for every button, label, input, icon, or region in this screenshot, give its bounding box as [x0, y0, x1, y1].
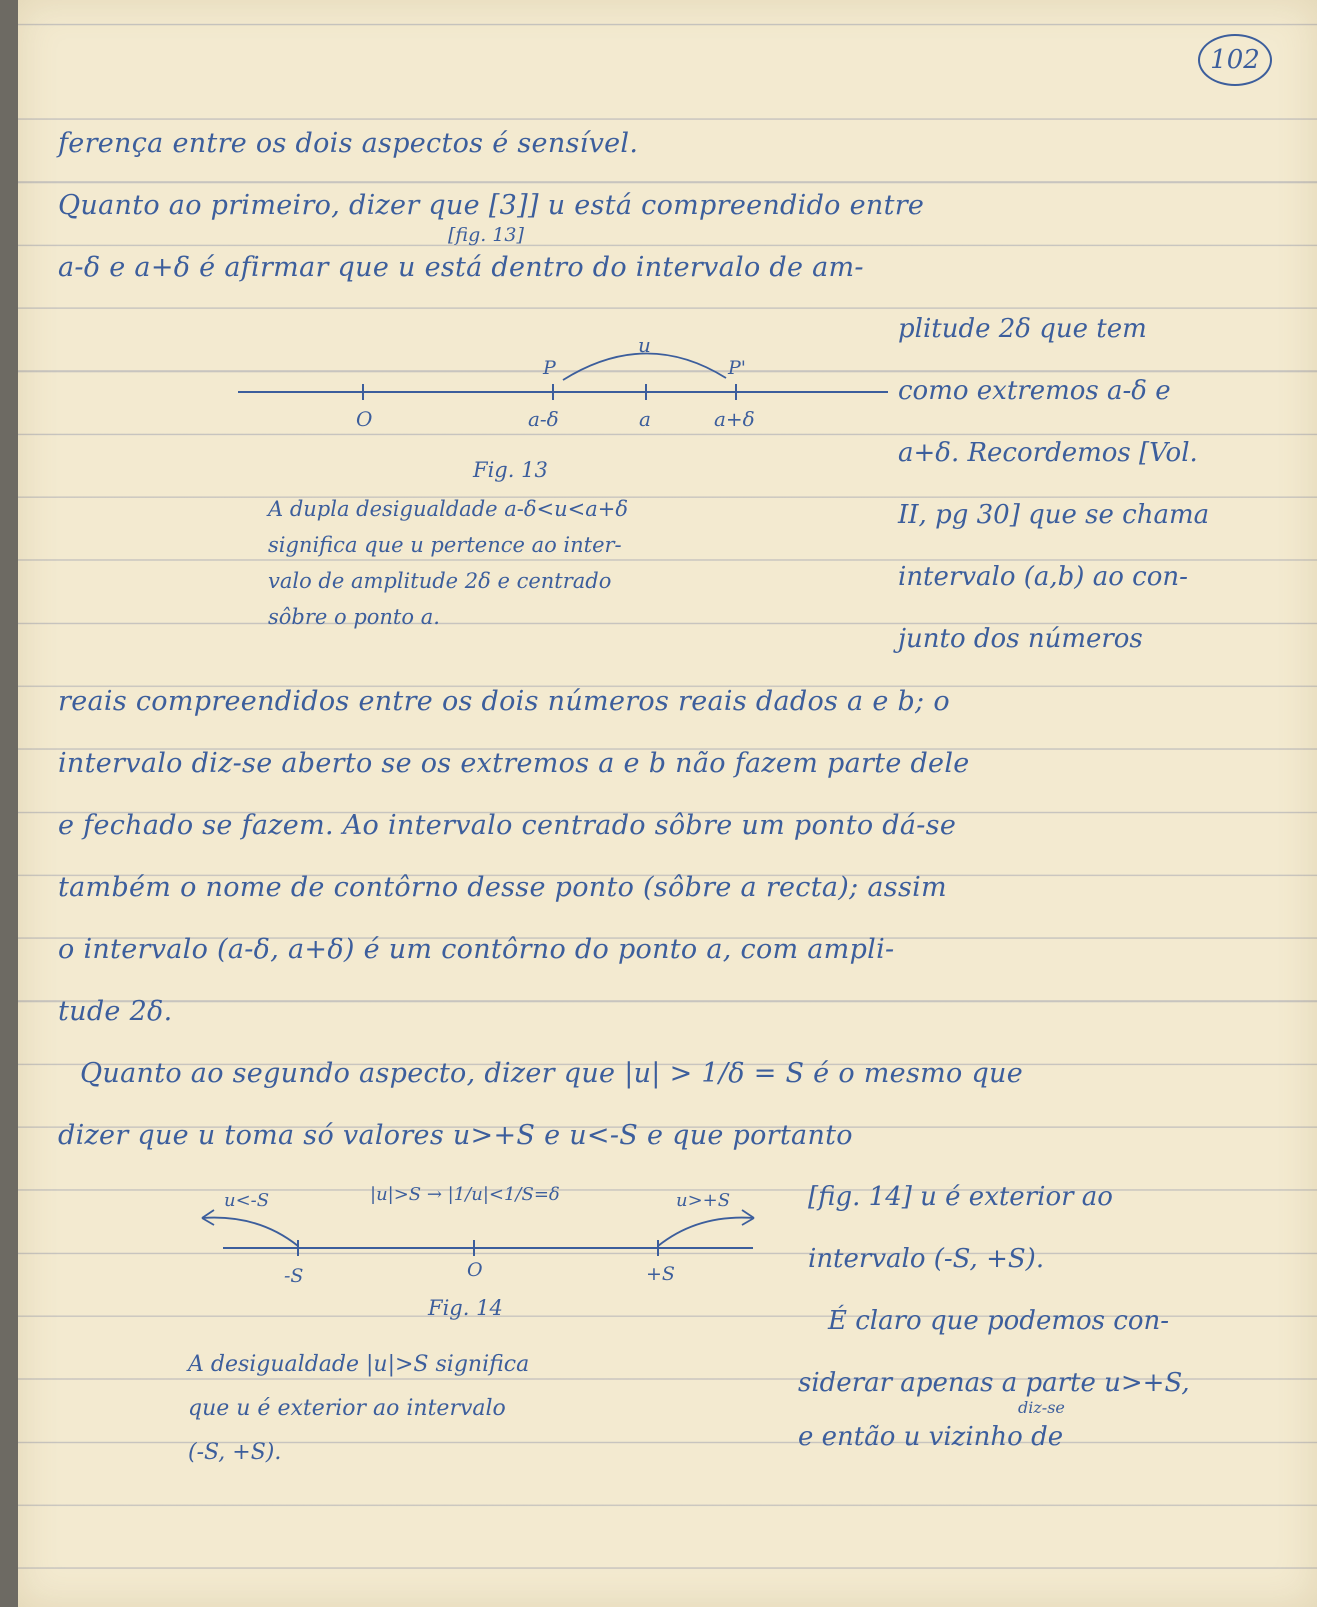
figure-13-diagram [228, 330, 908, 460]
fig13-caption-line: significa que u pertence ao inter- [268, 533, 622, 557]
fig13-tick-origin: O [356, 407, 373, 431]
side2-text-1: [fig. 14] u é exterior ao [808, 1182, 1113, 1212]
fig13-tick-a-minus-delta: a-δ [528, 407, 559, 431]
fig13-tick-a-plus-delta: a+δ [714, 407, 755, 431]
fig13-caption-line: sôbre o ponto a. [268, 605, 440, 629]
text-line-11: dizer que u toma só valores u>+S e u<-S e que portanto [58, 1120, 853, 1151]
text-line-7: também o nome de contôrno desse ponto (sôbre a recta); assim [58, 872, 947, 903]
text-line-8: o intervalo (a-δ, a+δ) é um contôrno do ponto a, com ampli- [58, 934, 895, 965]
fig14-caption-line: A desigualdade |u|>S significa [188, 1352, 530, 1377]
text-line-6: e fechado se fazem. Ao intervalo centrado sôbre um ponto dá-se [58, 810, 957, 841]
side-text-4: II, pg 30] que se chama [898, 500, 1210, 530]
fig14-tick-minus-s: -S [284, 1265, 304, 1287]
fig13-caption-line: A dupla desigualdade a-δ<u<a+δ [268, 497, 628, 521]
fig14-label-right: u>+S [676, 1190, 731, 1211]
text-line-10: Quanto ao segundo aspecto, dizer que |u| > 1/δ = S é o mesmo que [80, 1058, 1023, 1089]
fig13-tick-a: a [639, 407, 651, 431]
text-line-2: Quanto ao primeiro, dizer que [3]] u está compreendido entre [58, 190, 925, 221]
fig13-label-p-prime: P' [728, 357, 747, 379]
figure-14-diagram [188, 1176, 788, 1291]
fig14-caption-line: que u é exterior ao intervalo [188, 1396, 506, 1421]
fig14-tick-origin: O [467, 1259, 483, 1281]
fig13-reference-insert: [fig. 13] [448, 224, 524, 246]
page-number: 102 [1198, 34, 1272, 86]
text-line-5: intervalo diz-se aberto se os extremos a e b não fazem parte dele [58, 748, 970, 779]
side2-text-4: siderar apenas a parte u>+S, [798, 1368, 1190, 1398]
side2-insert: diz-se [1018, 1398, 1065, 1417]
text-line-4: reais compreendidos entre os dois números reais dados a e b; o [58, 686, 950, 717]
fig14-title: Fig. 14 [428, 1296, 503, 1320]
side2-text-2: intervalo (-S, +S). [808, 1244, 1045, 1274]
fig13-title: Fig. 13 [473, 458, 548, 482]
fig13-label-u: u [638, 333, 651, 357]
side2-text-3: É claro que podemos con- [828, 1306, 1169, 1336]
side-text-6: junto dos números [898, 624, 1143, 654]
text-line-1: ferença entre os dois aspectos é sensível. [58, 128, 639, 159]
fig13-caption-line: valo de amplitude 2δ e centrado [268, 569, 612, 593]
side-text-1: plitude 2δ que tem [898, 314, 1147, 344]
text-line-9: tude 2δ. [58, 996, 173, 1027]
fig13-label-p: P [543, 357, 556, 379]
fig14-label-middle: |u|>S → |1/u|<1/S=δ [370, 1184, 560, 1205]
side-text-2: como extremos a-δ e [898, 376, 1171, 406]
side-text-5: intervalo (a,b) ao con- [898, 562, 1188, 592]
fig14-label-left: u<-S [224, 1190, 270, 1211]
text-line-3: a-δ e a+δ é afirmar que u está dentro do intervalo de am- [58, 252, 864, 283]
fig14-tick-plus-s: +S [646, 1263, 675, 1285]
manuscript-page [18, 0, 1317, 1607]
side2-text-5: e então u vizinho de [798, 1422, 1064, 1452]
fig14-caption-line: (-S, +S). [188, 1440, 282, 1465]
side-text-3: a+δ. Recordemos [Vol. [898, 438, 1198, 468]
